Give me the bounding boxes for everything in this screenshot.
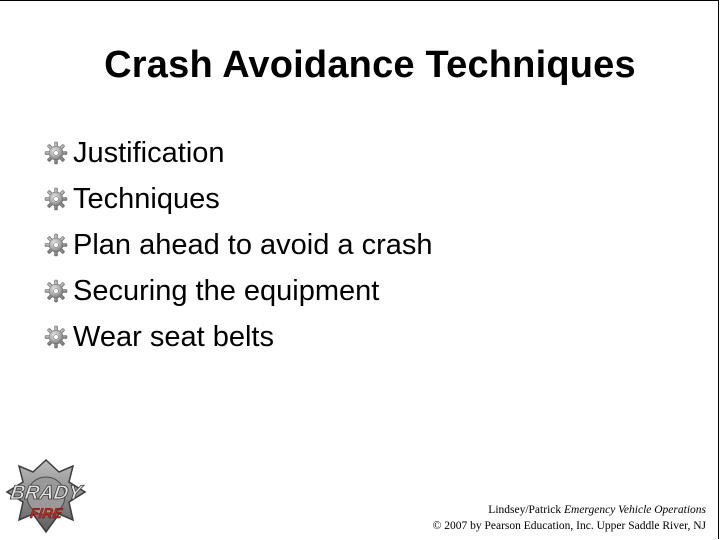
bullet-item xyxy=(44,268,433,314)
bullet-text: Securing the equipment xyxy=(73,274,380,307)
bullet-item xyxy=(44,314,433,360)
logo-brady-text: BRADY xyxy=(9,482,84,504)
footer-citation xyxy=(433,502,706,534)
brady-fire-logo xyxy=(3,458,89,534)
footer-authors: Lindsey/Patrick xyxy=(488,504,562,516)
bullet-list xyxy=(44,130,433,360)
gear-bullet-icon xyxy=(44,325,68,349)
footer-book-title: Emergency Vehicle Operations xyxy=(564,504,706,516)
gear-bullet-icon xyxy=(44,233,68,257)
footer-line-1 xyxy=(433,502,706,518)
gear-bullet-icon xyxy=(44,187,68,211)
bullet-item xyxy=(44,130,433,176)
bullet-item xyxy=(44,176,433,222)
slide-title: Crash Avoidance Techniques xyxy=(104,44,636,86)
gear-bullet-icon xyxy=(44,141,68,165)
logo-fire-text: FIRE xyxy=(29,505,64,521)
bullet-item xyxy=(44,222,433,268)
gear-bullet-icon xyxy=(44,279,68,303)
bullet-text: Plan ahead to avoid a crash xyxy=(73,228,433,261)
bullet-text: Techniques xyxy=(73,182,220,215)
bullet-text: Justification xyxy=(73,136,225,169)
footer-copyright: © 2007 by Pearson Education, Inc. Upper Saddle River, NJ xyxy=(432,520,706,532)
bullet-text: Wear seat belts xyxy=(73,320,274,353)
